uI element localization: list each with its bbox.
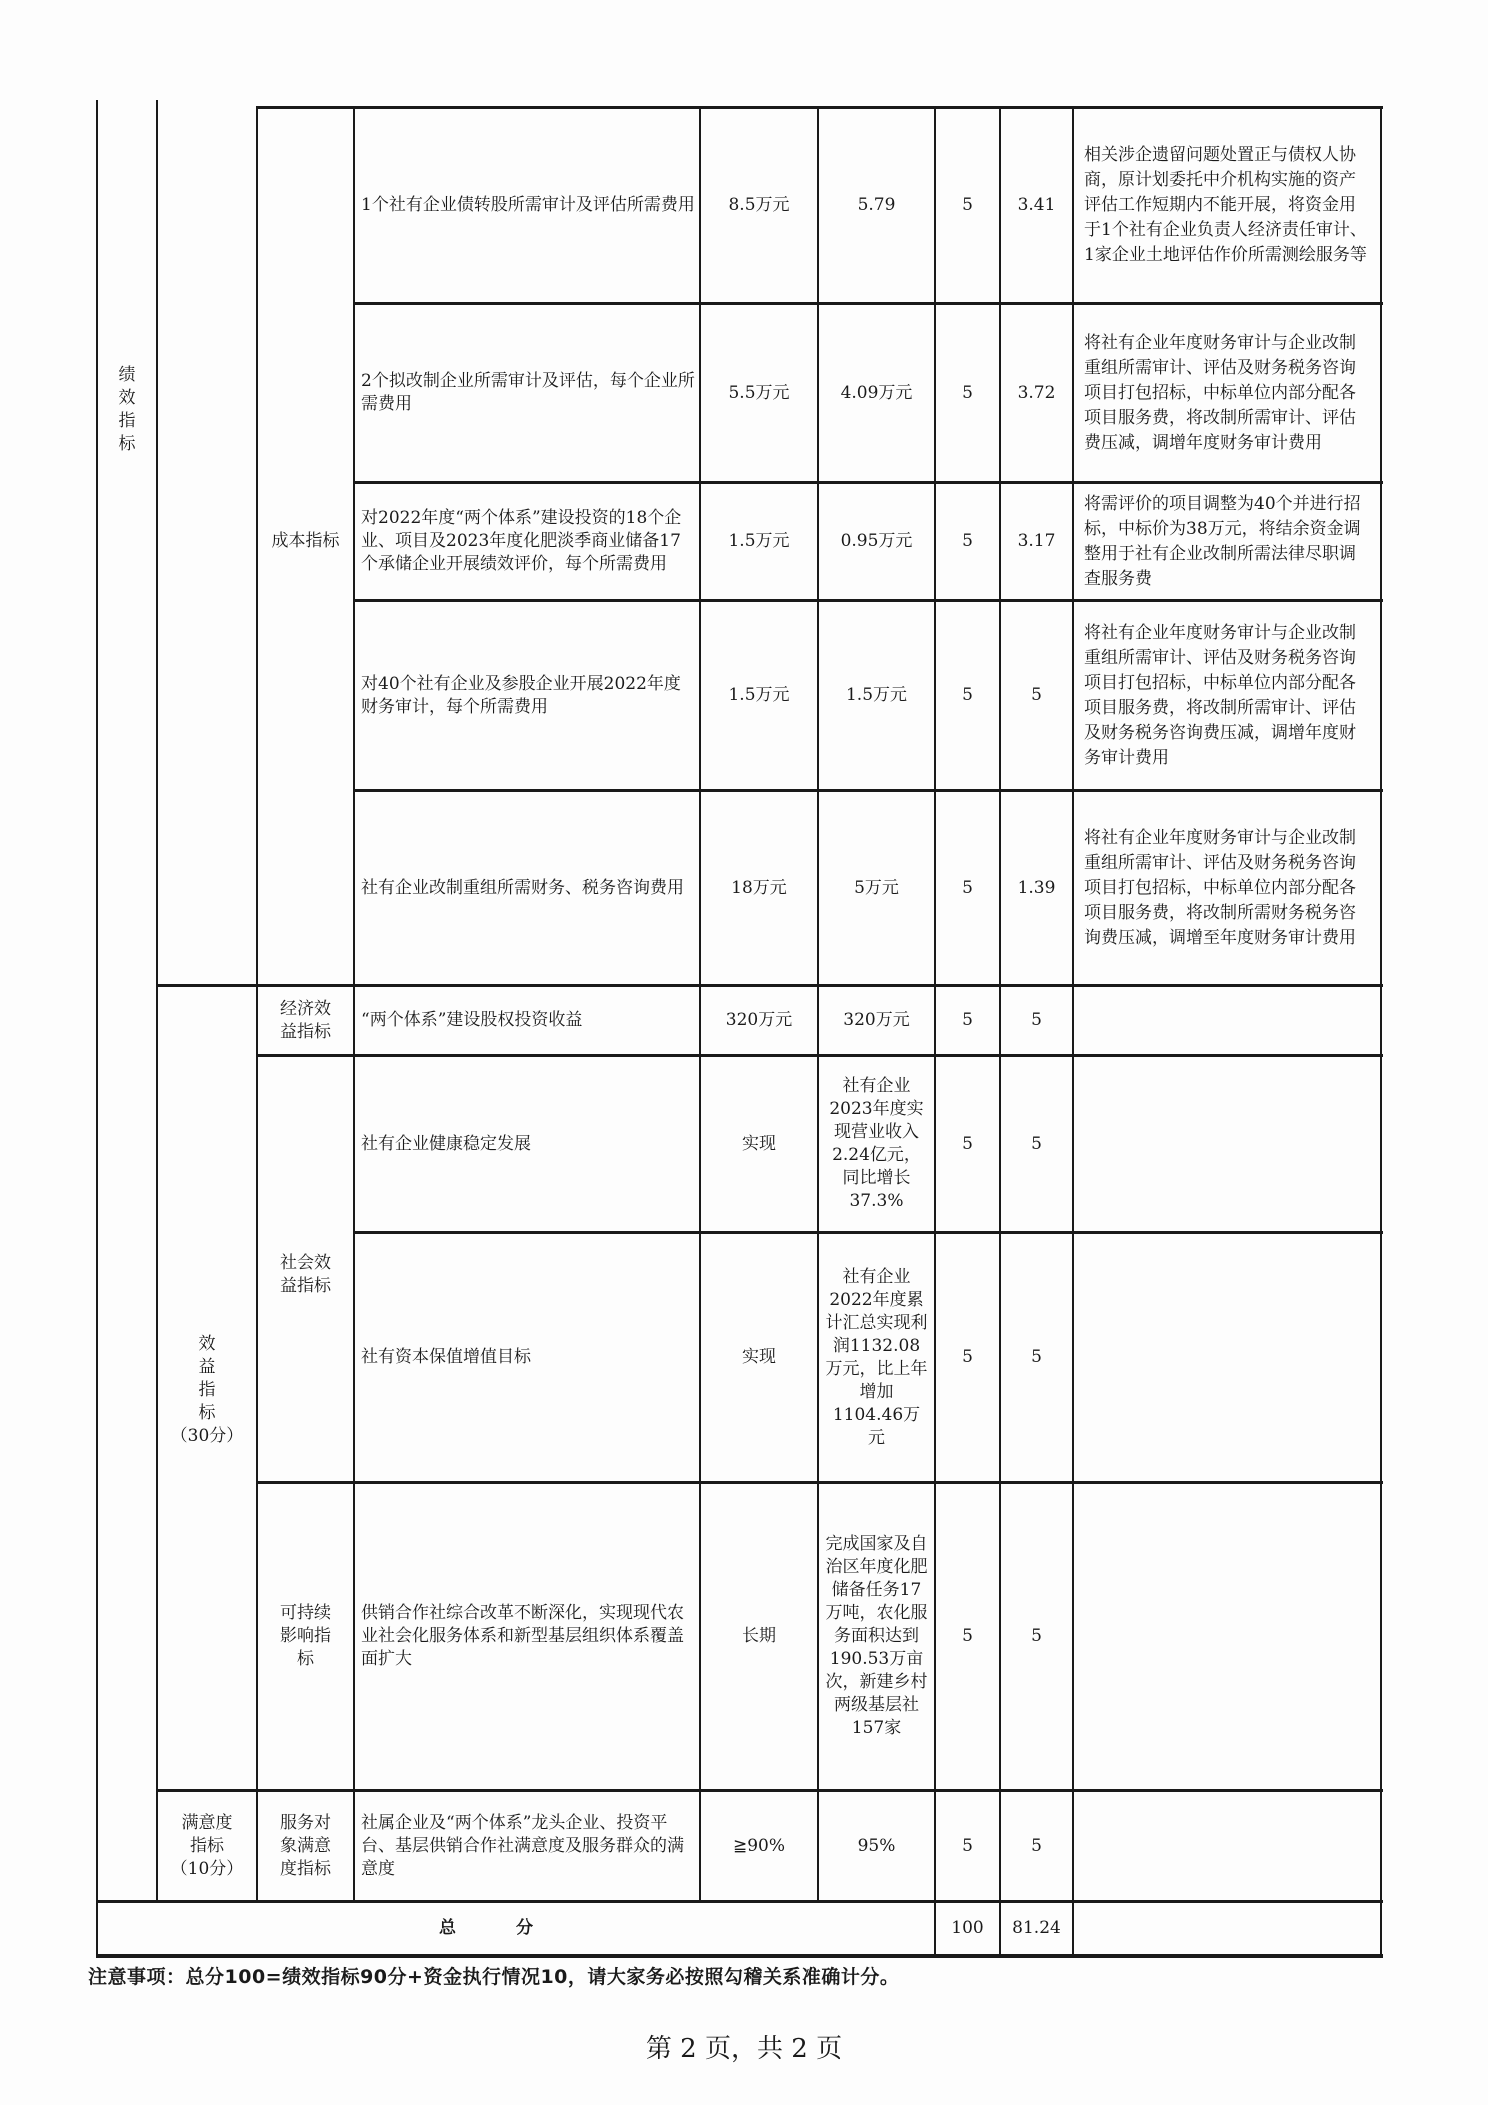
- score-cell: 5: [1031, 685, 1042, 705]
- total-weight: 100: [951, 1918, 984, 1938]
- weight-cell: 5: [962, 531, 973, 551]
- note-cell: 相关涉企遗留问题处置正与债权人协商，原计划委托中介机构实施的资产评估工作短期内不能开展，将资金用于1个社有企业负责人经济责任审计、1家企业土地评估作价所需测绘服务等: [1084, 145, 1367, 265]
- total-score: 81.24: [1012, 1918, 1061, 1938]
- actual-cell: 完成国家及自治区年度化肥储备任务17万吨，农化服务面积达到190.53万亩次，新建乡村两级基层社157家: [825, 1534, 928, 1738]
- actual-cell: 0.95万元: [840, 531, 913, 551]
- level3-economic-label: 经济效益指标: [280, 998, 331, 1042]
- target-cell: 1.5万元: [728, 531, 790, 551]
- note-cell: 将需评价的项目调整为40个并进行招标，中标价为38万元，将结余资金调整用于社有企业改制所需法律尽职调查服务费: [1084, 493, 1361, 589]
- note-cell: [1074, 1792, 1380, 1900]
- target-cell: ≧90%: [732, 1835, 786, 1856]
- weight-cell: 5: [962, 1347, 973, 1367]
- score-cell: 5: [1031, 1347, 1042, 1367]
- score-cell: 5: [1031, 1010, 1042, 1030]
- actual-cell: 社有企业2023年度实现营业收入2.24亿元，同比增长37.3%: [829, 1076, 924, 1211]
- actual-cell: 320万元: [843, 1010, 910, 1030]
- char: 指: [198, 1379, 216, 1400]
- note-cell: [1074, 1057, 1380, 1231]
- char: 指: [118, 411, 136, 431]
- actual-cell: 社有企业2022年度累计汇总实现利润1132.08万元，比上年增加1104.46万元: [825, 1266, 928, 1448]
- target-cell: 5.5万元: [728, 382, 790, 403]
- total-label: 总分: [439, 1918, 593, 1938]
- level3-cost-label: 成本指标: [271, 531, 340, 551]
- target-cell: 实现: [742, 1347, 776, 1367]
- indicator-cell: 社有企业改制重组所需财务、税务咨询费用: [361, 877, 684, 898]
- char: 绩: [118, 365, 136, 385]
- note-cell: 将社有企业年度财务审计与企业改制重组所需审计、评估及财务税务咨询项目打包招标，中标单位内部分配各项目服务费，将改制所需财务税务咨询费压减，调增至年度财务审计费用: [1084, 827, 1356, 948]
- target-cell: 8.5万元: [728, 195, 790, 215]
- actual-cell: 5万元: [854, 877, 899, 898]
- indicator-cell: 供销合作社综合改革不断深化，实现现代农业社会化服务体系和新型基层组织体系覆盖面扩大: [361, 1603, 684, 1669]
- weight-cell: 5: [962, 1626, 973, 1646]
- indicator-cell: 社有企业健康稳定发展: [361, 1133, 531, 1154]
- indicator-cell: “两个体系”建设股权投资收益: [361, 1010, 583, 1030]
- page-number: 第 2 页，共 2 页: [645, 2034, 843, 2064]
- indicator-cell: 社属企业及“两个体系”龙头企业、投资平台、基层供销合作社满意度及服务群众的满意度: [361, 1812, 684, 1879]
- actual-cell: 95%: [857, 1835, 896, 1856]
- actual-cell: 4.09万元: [840, 382, 913, 403]
- weight-cell: 5: [962, 685, 973, 705]
- target-cell: 1.5万元: [728, 685, 790, 705]
- score-cell: 1.39: [1017, 877, 1056, 898]
- level3-social-label: 社会效益指标: [280, 1253, 331, 1296]
- note-cell: 将社有企业年度财务审计与企业改制重组所需审计、评估及财务税务咨询项目打包招标，中标单位内部分配各项目服务费，将改制所需审计、评估及财务税务咨询费压减，调增年度财务审计费用: [1084, 622, 1356, 768]
- weight-cell: 5: [962, 1010, 973, 1030]
- indicator-cell: 社有资本保值增值目标: [361, 1347, 531, 1367]
- line: 满意度: [181, 1812, 233, 1833]
- weight-cell: 5: [962, 1133, 973, 1154]
- table-col-divider: [156, 100, 158, 1902]
- score-cell: 3.72: [1017, 382, 1056, 403]
- weight-cell: 5: [962, 1835, 973, 1856]
- score-cell: 5: [1031, 1133, 1042, 1154]
- char: 标: [118, 434, 136, 454]
- target-cell: 18万元: [731, 877, 787, 898]
- char: 标: [198, 1402, 216, 1423]
- char: 效: [118, 388, 136, 408]
- indicator-cell: 2个拟改制企业所需审计及评估，每个企业所需费用: [361, 371, 695, 414]
- weight-cell: 5: [962, 382, 973, 403]
- indicator-cell: 对2022年度“两个体系”建设投资的18个企业、项目及2023年度化肥淡季商业储备17个承储企业开展绩效评价，每个所需费用: [361, 508, 682, 574]
- level3-service-label: 服务对象满意度指标: [280, 1812, 331, 1879]
- table-border-right: [1380, 107, 1382, 1956]
- score-cell: 3.17: [1017, 531, 1056, 551]
- indicator-cell: 对40个社有企业及参股企业开展2022年度财务审计，每个所需费用: [361, 673, 681, 717]
- line: 指标: [190, 1835, 224, 1856]
- char: （30分）: [170, 1425, 244, 1446]
- target-cell: 实现: [742, 1133, 776, 1154]
- weight-cell: 5: [962, 195, 973, 215]
- footer-note: 注意事项：总分100=绩效指标90分+资金执行情况10，请大家务必按照勾稽关系准确计分。: [88, 1966, 900, 1988]
- note-cell: [1074, 987, 1380, 1054]
- table-border-bottom: [96, 1954, 1383, 1958]
- target-cell: 长期: [742, 1626, 776, 1646]
- note-cell: 将社有企业年度财务审计与企业改制重组所需审计、评估及财务税务咨询项目打包招标，中标单位内部分配各项目服务费，将改制所需审计、评估费压减，调增年度财务审计费用: [1084, 332, 1356, 453]
- score-cell: 5: [1031, 1626, 1042, 1646]
- target-cell: 320万元: [725, 1010, 793, 1030]
- level1-perf-label: [98, 340, 156, 480]
- score-cell: 5: [1031, 1835, 1042, 1856]
- actual-cell: 5.79: [857, 195, 896, 215]
- level2-benefit-label: [158, 1300, 256, 1480]
- level2-satisfaction-label: [158, 1792, 256, 1900]
- note-cell: [1074, 1484, 1380, 1789]
- actual-cell: 1.5万元: [845, 685, 908, 705]
- level3-sustainable-label: 可持续影响指标: [280, 1603, 331, 1669]
- line: （10分）: [170, 1858, 244, 1879]
- char: 效: [198, 1333, 216, 1354]
- char: 益: [198, 1356, 216, 1377]
- score-cell: 3.41: [1017, 195, 1056, 215]
- indicator-cell: 1个社有企业债转股所需审计及评估所需费用: [361, 195, 695, 215]
- note-cell: [1074, 1234, 1380, 1481]
- weight-cell: 5: [962, 877, 973, 898]
